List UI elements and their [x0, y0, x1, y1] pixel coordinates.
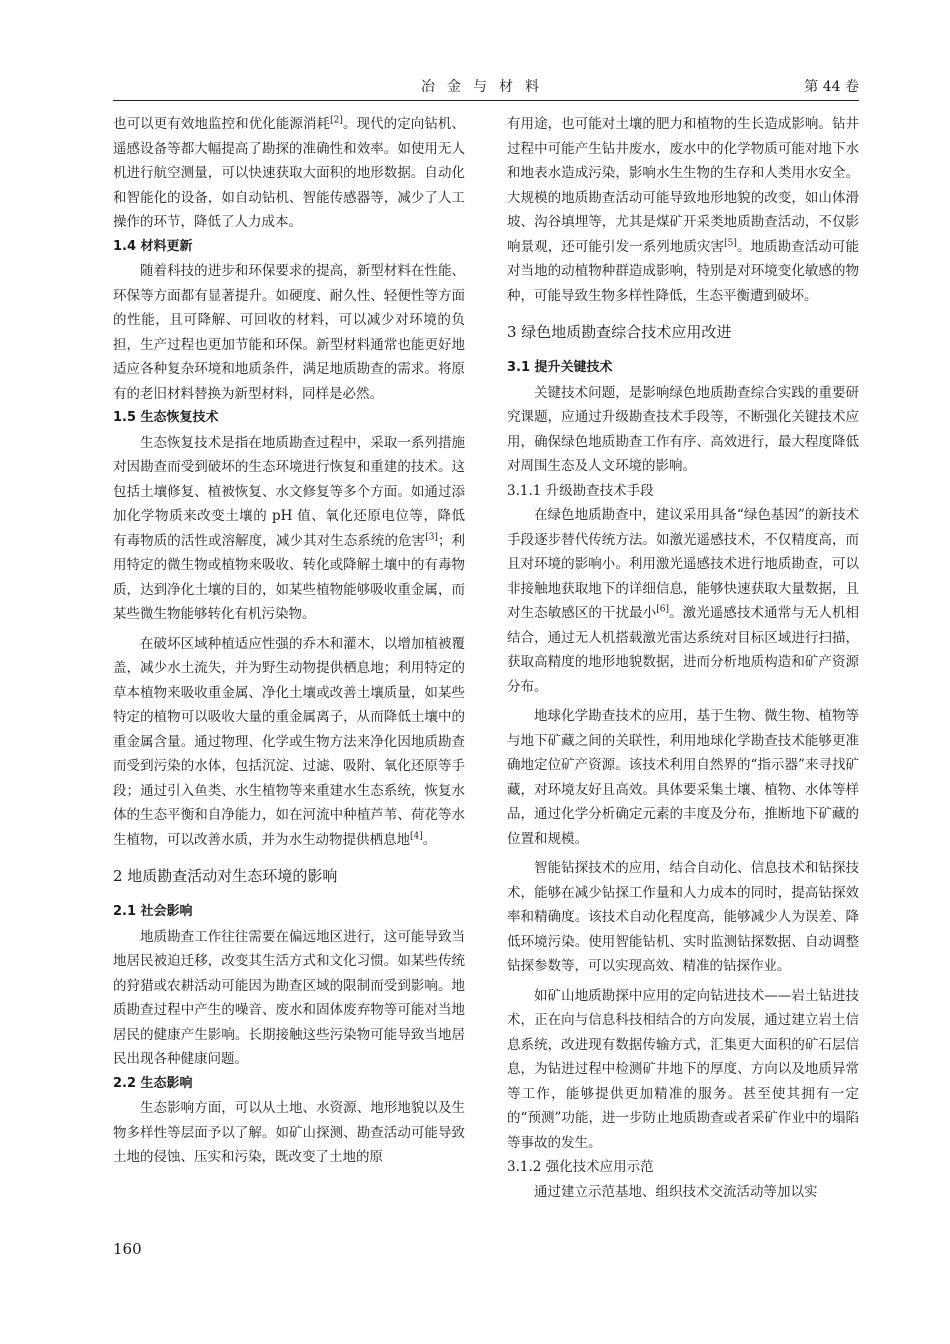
paragraph: 关键技术问题，是影响绿色地质勘查综合实践的重要研究课题，应通过升级勘查技术手段等，不断强化关键技术应用，确保绿色地质勘查工作有序、高效进行，最大程度降低对周围生态及人文环境的影响。	[507, 384, 859, 474]
paragraph	[113, 431, 465, 627]
paragraph: 通过建立示范基地、组织技术交流活动等加以实	[534, 1183, 818, 1200]
text: 在绿色地质勘查中，建议采用具备“绿色基因”的新技术手段逐步替代传统方法。如激光遥感技术，不仅精度高，而且对环境的影响小。利用激光遥感技术进行地质勘查，可以非接触地获取地下的详细信息，能够快速获取大量数据，且对生态敏感区的干扰最小	[507, 507, 859, 621]
volume-number: 第 44 卷	[804, 79, 859, 95]
citation: [5]	[724, 238, 737, 248]
paragraph	[507, 112, 859, 308]
paragraph: 地球化学勘查技术的应用，基于生物、微生物、植物等与地下矿藏之间的关联性，利用地球化学勘查技术能够更准确地定位矿产资源。该技术利用自然界的“指示器”来寻找矿藏，对环境友好且高效。具体要采集土壤、植物、水体等样品，通过化学分析确定元素的丰度及分布，推断地下矿藏的位置和规模。	[507, 708, 859, 847]
section-heading-3-1-1: 3.1.1 升级勘查技术手段	[507, 482, 654, 499]
text: 有用途，也可能对土壤的肥力和植物的生长造成影响。钻井过程中可能产生钻井废水，废水中的化学物质可能对地下水和地表水造成污染，影响水生生物的生存和人类用水安全。大规模的地质勘查活动可能导致地形地貌的改变，如山体滑坡、沟谷填埋等，尤其是煤矿开采类地质勘查活动，不仅影响景观，还可能引发一系列地质灾害	[507, 116, 859, 255]
right-column	[507, 112, 859, 1204]
left-column	[113, 112, 465, 1170]
paragraph: 地质勘查工作往往需要在偏远地区进行，这可能导致当地居民被迫迁移，改变其生活方式和文化习惯。如某些传统的狩猎或农耕活动可能因为勘查区域的限制而受到影响。地质勘查过程中产生的噪音、废水和固体废弃物等可能对当地居民的健康产生影响。长期接触这些污染物可能导致当地居民出现各种健康问题。	[113, 928, 465, 1067]
section-heading-1-4: 1.4 材料更新	[113, 238, 193, 254]
text: ；利用特定的微生物或植物来吸收、转化或降解土壤中的有毒物质，达到净化土壤的目的，如某些植物能够吸收重金属，而某些微生物能够转化有机污染物。	[113, 532, 466, 622]
citation: [3]	[425, 532, 438, 542]
section-heading-3-1: 3.1 提升关键技术	[507, 360, 613, 375]
paragraph: 随着科技的进步和环保要求的提高，新型材料在性能、环保等方面都有显著提升。如硬度、耐久性、轻便性等方面的性能，且可降解、可回收的材料，可以减少对环境的负担，生产过程也更加节能和环保。新型材料通常也能更好地适应各种复杂环境和地质条件，满足地质勘查的需求。将原有的老旧材料替换为新型材料，同样是必然。	[113, 263, 465, 402]
text: 。地质勘查活动可能对当地的动植物种群造成影响，特别是对环境变化敏感的物种，可能导致生物多样性降低，生态平衡遭到破坏。	[507, 238, 860, 304]
journal-title: 冶金与材料	[421, 79, 551, 95]
paragraph	[113, 632, 465, 853]
paragraph	[113, 112, 465, 235]
paragraph: 智能钻探技术的应用，结合自动化、信息技术和钻探技术，能够在减少钻探工作量和人力成本的同时，提高钻探效率和精确度。该技术自动化程度高，能够减少人为误差、降低环境污染。使用智能钻机、实时监测钻探数据、自动调整钻探参数等，可以实现高效、精准的钻探作业。	[507, 860, 859, 974]
text: 生态恢复技术是指在地质勘查过程中，采取一系列措施对因勘查而受到破坏的生态环境进行恢复和重建的技术。这包括土壤修复、植被恢复、水文修复等多个方面。如通过添加化学物质来改变土壤的 pH 值、氧化还原电位等，降低有毒物质的活性或溶解度，减少其对生态系统的危害	[113, 434, 465, 549]
paragraph: 生态影响方面，可以从土地、水资源、地形地貌以及生物多样性等层面予以了解。如矿山探测、勘查活动可能导致土地的侵蚀、压实和污染，既改变了土地的原	[113, 1100, 465, 1165]
section-heading-2-1: 2.1 社会影响	[113, 904, 193, 919]
text: 。激光遥感技术通常与无人机相结合，通过无人机搭载激光雷达系统对目标区域进行扫描，获取高精度的地形地貌数据，进而分析地质构造和矿产资源分布。	[507, 605, 860, 695]
citation: [2]	[330, 115, 343, 126]
section-heading-3-1-2: 3.1.2 强化技术应用示范	[507, 1159, 654, 1175]
running-header	[113, 74, 859, 100]
section-heading-3: 3 绿色地质勘查综合技术应用改进	[507, 323, 732, 341]
text: 也可以更有效地监控和优化能源消耗	[113, 116, 331, 132]
page-number: 160	[113, 1240, 142, 1258]
header-rule	[113, 100, 859, 101]
text: 。现代的定向钻机、遥感设备等都大幅提高了勘探的准确性和效率。如使用无人机进行航空测量，可以快速获取大面积的地形数据。自动化和智能化的设备，如自动钻机、智能传感器等，减少了人工操作的环节，降低了人力成本。	[113, 116, 466, 230]
citation: [6]	[656, 604, 670, 615]
paragraph: 如矿山地质勘探中应用的定向钻进技术——岩土钻进技术，正在向与信息科技相结合的方向发展，通过建立岩土信息系统，改进现有数据传输方式，汇集更大面积的矿石层信息，为钻进过程中检测矿井地下的厚度、方向以及地质异常等工作，能够提供更加精准的服务。甚至使其拥有一定的“预测”功能，进一步防止地质勘查或者采矿作业中的塌陷等事故的发生。	[507, 987, 859, 1151]
citation: [4]	[410, 831, 423, 841]
text: 在破坏区域种植适应性强的乔木和灌木，以增加植被覆盖，减少水土流失，并为野生动物提供栖息地；利用特定的草本植物来吸收重金属、净化土壤或改善土壤质量，如某些特定的植物可以吸收大量的重金属离子，从而降低土壤中的重金属含量。通过物理、化学或生物方法来净化因地质勘查而受到污染的水体，包括沉淀、过滤、吸附、氧化还原等手段；通过引入鱼类、水生植物等来重建水生态系统，恢复水体的生态平衡和自净能力，如在河流中种植芦苇、荷花等水生植物，可以改善水质，并为水生动物提供栖息地	[113, 635, 465, 848]
section-heading-2: 2 地质勘查活动对生态环境的影响	[113, 867, 338, 885]
section-heading-2-2: 2.2 生态影响	[113, 1075, 193, 1091]
text: 。	[422, 831, 437, 848]
paragraph	[507, 503, 859, 699]
section-heading-1-5: 1.5 生态恢复技术	[113, 410, 219, 425]
